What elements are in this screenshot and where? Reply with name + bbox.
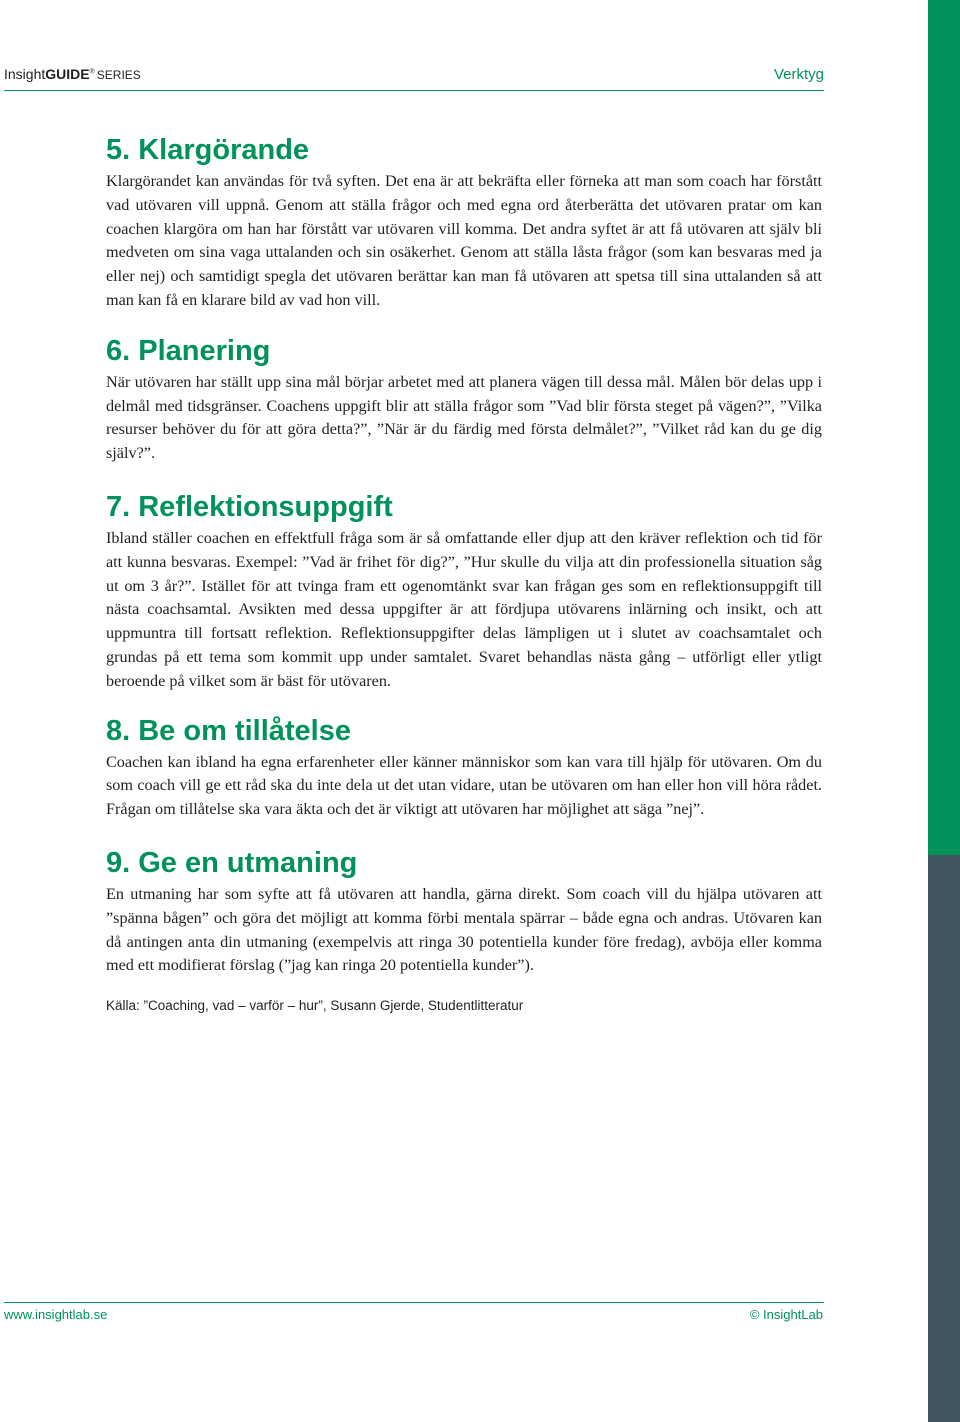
source-citation: Källa: ”Coaching, vad – varför – hur”, Susann Gjerde, Studentlitteratur [106, 998, 524, 1014]
footer-website-link[interactable]: www.insightlab.se [4, 1307, 108, 1322]
section-klargorande [106, 130, 822, 313]
header-divider [4, 90, 824, 91]
logo-guide: GUIDE [45, 66, 90, 82]
section-heading: 5. Klargörande [106, 134, 310, 166]
section-heading: 7. Reflektionsuppgift [106, 490, 393, 523]
section-heading: 9. Ge en utmaning [106, 846, 358, 879]
section-heading: 8. Be om tillåtelse [106, 714, 351, 747]
section-heading: 6. Planering [106, 334, 271, 367]
section-body: Coachen kan ibland ha egna erfarenheter eller känner människor som kan vara till hjälp för utövaren. Om du som coach vill ge ett råd ska du inte dela ut det utan vidare, utan be utövaren om han eller hon vill höra rådet. Frågan om tillåtelse ska vara äkta och det är viktigt att utövaren har möjlighet att säga ”nej”. [106, 752, 822, 819]
section-be-om-tillatelse [106, 711, 822, 822]
section-body: När utövaren har ställt upp sina mål börjar arbetet med att planera vägen till dessa mål. Målen bör delas upp i delmål med tidsgränser. Coachens uppgift blir att ställa frågor som ”Vad blir första steget på vägen?”, ”Vilka resurser behöver du för att göra detta?”, ”När är du färdig med första delmålet?”, ”Vilket råd kan du ge dig själv?”. [106, 372, 822, 463]
footer-divider [4, 1302, 824, 1303]
logo-registered-mark: ® [89, 68, 95, 76]
insightguide-logo [4, 66, 141, 82]
section-ge-en-utmaning [106, 843, 822, 978]
section-planering [106, 331, 822, 466]
side-accent-bar-green [928, 0, 960, 855]
footer-copyright: © InsightLab [749, 1307, 823, 1322]
section-label: Verktyg [773, 66, 824, 83]
page-header [4, 66, 824, 88]
section-body: Ibland ställer coachen en effektfull fråga som är så omfattande eller djup att den kräver reflektion och tid för att kunna besvaras. Exempel: ”Vad är frihet för dig?”, ”Hur skulle du vilja att din professionella situation såg ut om 3 år?”. Istället för att tvinga fram ett ogenomtänkt svar kan frågan ges som en reflektionsuppgift till nästa coachsamtal. Avsikten med dessa uppgifter är att fördjupa utövarens inlärning och insikt, och att uppmuntra till fortsatt reflektion. Reflektionsuppgifter delas lämpligen ut i slutet av coachsamtalet och grundas på ett tema som kommit upp under samtalet. Svaret behandlas nästa gång – utförligt eller ytligt beroende på vilket som är bäst för utövaren. [106, 528, 822, 690]
main-content [106, 130, 822, 1013]
logo-series: SERIES [96, 68, 141, 82]
logo-insight: Insight [4, 66, 46, 82]
section-body: En utmaning har som syfte att få utövaren att handla, gärna direkt. Som coach vill du hjälpa utövaren att ”spänna bågen” och göra det möjligt att komma förbi mentala spärrar – både egna och andras. Utövaren kan då antingen anta din utmaning (exempelvis att ringa 30 potentiella kunder före fredag), avböja eller komma med ett modifierat förslag (”jag kan ringa 20 potentiella kunder”). [106, 884, 822, 975]
section-reflektionsuppgift [106, 487, 822, 694]
section-body: Klargörandet kan användas för två syften. Det ena är att bekräfta eller förneka att man som coach har förstått vad utövaren vill uppnå. Genom att ställa frågor och med egna ord återberätta det utövaren pratar om kan coachen klargöra om han har förstått var utövaren vill komma. Det andra syftet är att få utövaren att själv bli medveten om sina vaga uttalanden och sin osäkerhet. Genom att ställa låsta frågor (som kan besvaras med ja eller nej) och samtidigt spegla det utövaren berättar kan man få utövaren att spetsa till sina uttalanden så att man kan få en klarare bild av vad hon vill. [106, 172, 822, 309]
side-accent-bar-slate [928, 855, 960, 1422]
